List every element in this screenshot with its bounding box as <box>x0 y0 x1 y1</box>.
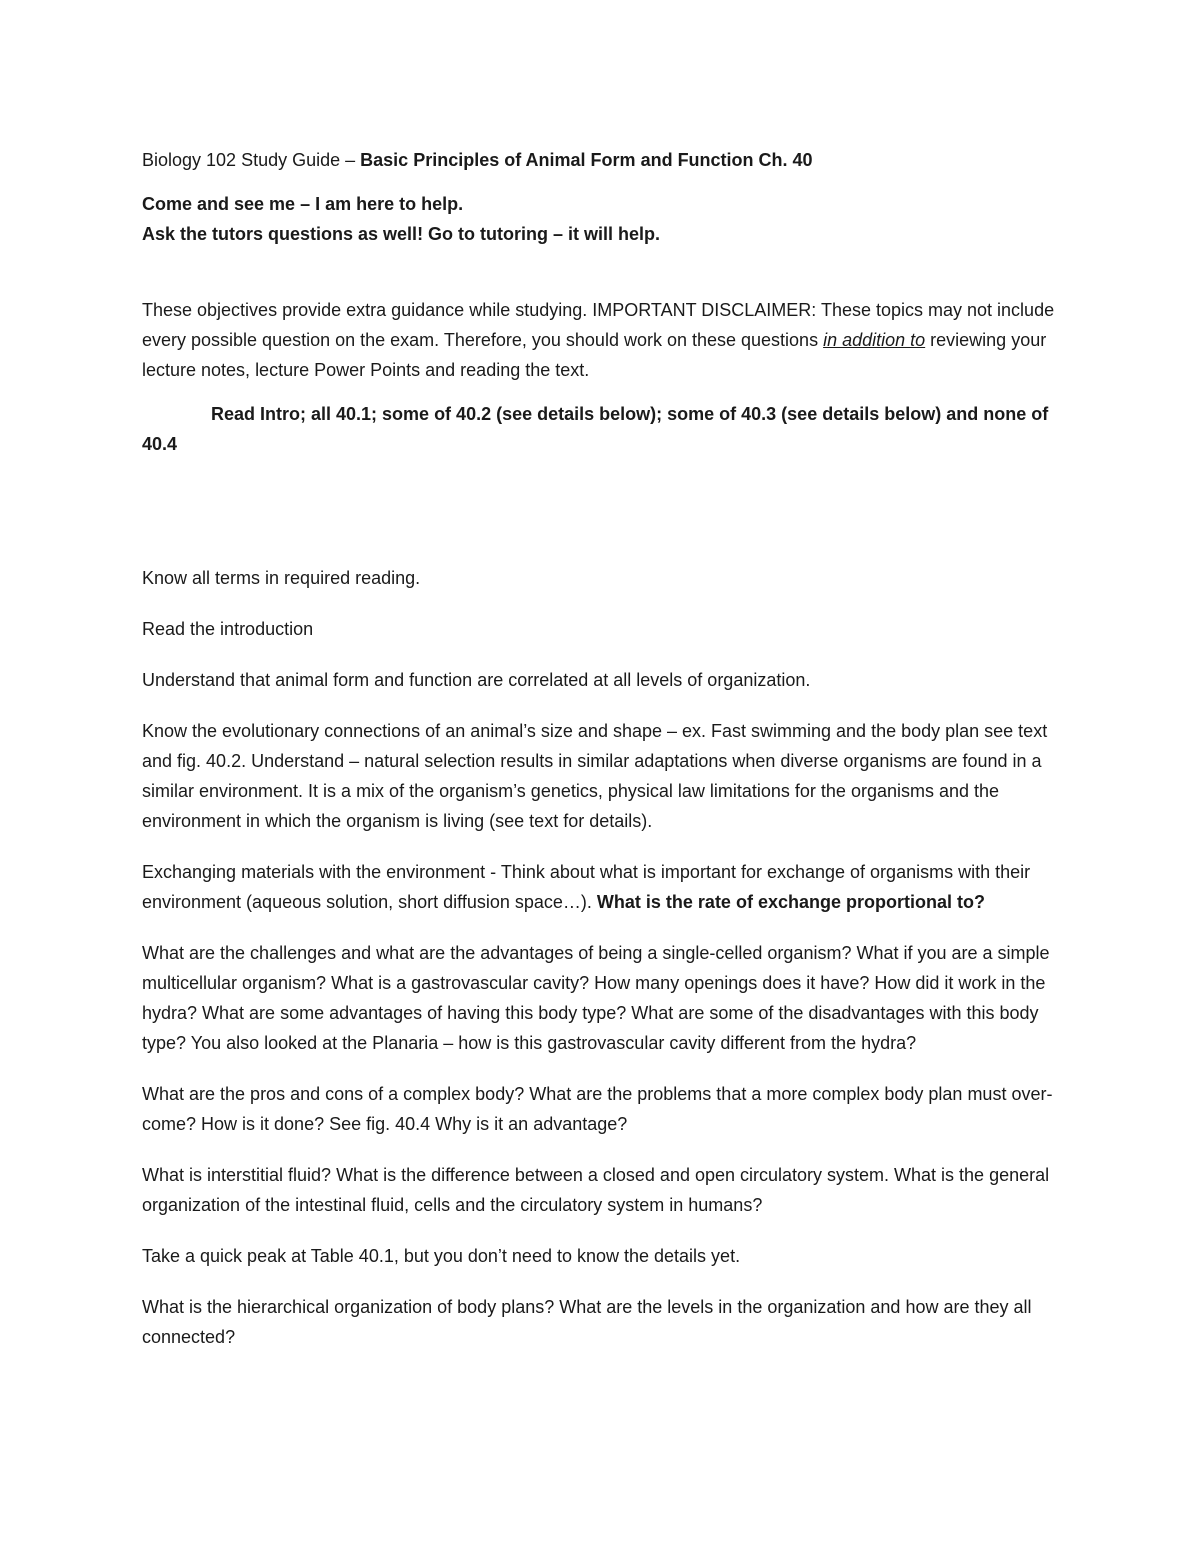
objective-single-celled: What are the challenges and what are the advantages of being a single-celled organism? What if you are a simple multicellular organism? What is a gastrovascular cavity? How many openings does it have? How did it work in the hydra? What are some advantages of having this body type? What are some of the disadvantages with this body type? You also looked at the Planaria – how is this gastrovascular cavity different from the hydra? <box>142 943 1050 1053</box>
document-title <box>142 145 1062 175</box>
reading-text: Read Intro; all 40.1; some of 40.2 (see details below); some of 40.3 (see details below) and none of 40.4 <box>142 404 1049 454</box>
disclaimer-text-start: These objectives provide extra guidance while studying. IMPORTANT DISCLAIMER: These topics may not include every possible question on the exam. Therefore, you should work on these questions <box>142 300 1055 350</box>
reading-assignment <box>142 399 1062 459</box>
title-topic: Basic Principles of Animal Form and Function <box>360 150 754 170</box>
title-prefix: Biology 102 Study Guide – <box>142 150 361 170</box>
exchange-question: What is the rate of exchange proportional to? <box>596 892 985 912</box>
title-chapter: Ch. 40 <box>753 150 813 170</box>
objective-hierarchical-organization: What is the hierarchical organization of body plans? What are the levels in the organization and how are they all connected? <box>142 1297 1032 1347</box>
objective-form-function: Understand that animal form and function are correlated at all levels of organization. <box>142 670 811 690</box>
objective-size-shape: Know the evolutionary connections of an animal’s size and shape – ex. Fast swimming and the body plan see text and fig. 40.2. Understand – natural selection results in similar adaptations when diverse organisms are found in a similar environment. It is a mix of the organism’s genetics, physical law limitations for the organisms and the environment in which the organism is living (see text for details). <box>142 721 1048 831</box>
exchange-text: Exchanging materials with the environment - Think about what is important for exchange of organisms with their environment (aqueous solution, short diffusion space…). <box>142 862 1031 912</box>
help-line-2: Ask the tutors questions as well! Go to tutoring – it will help. <box>142 224 661 244</box>
help-line-1: Come and see me – I am here to help. <box>142 194 464 214</box>
document-body <box>142 145 1062 1373</box>
objective-table-40-1: Take a quick peak at Table 40.1, but you don’t need to know the details yet. <box>142 1246 741 1266</box>
disclaimer-emphasis: in addition to <box>823 330 926 350</box>
objective-complex-body: What are the pros and cons of a complex body? What are the problems that a more complex body plan must over-come? How is it done? See fig. 40.4 Why is it an advantage? <box>142 1084 1053 1134</box>
disclaimer-paragraph <box>142 295 1062 385</box>
objective-terms: Know all terms in required reading. <box>142 568 421 588</box>
disclaimer-text-end: reviewing your lecture notes, lecture Power Points and reading the text. <box>142 330 1047 380</box>
objective-introduction: Read the introduction <box>142 619 314 639</box>
objective-interstitial-fluid: What is interstitial fluid? What is the difference between a closed and open circulatory system. What is the general organization of the intestinal fluid, cells and the circulatory system in humans? <box>142 1165 1050 1215</box>
objective-exchange <box>142 857 1062 917</box>
